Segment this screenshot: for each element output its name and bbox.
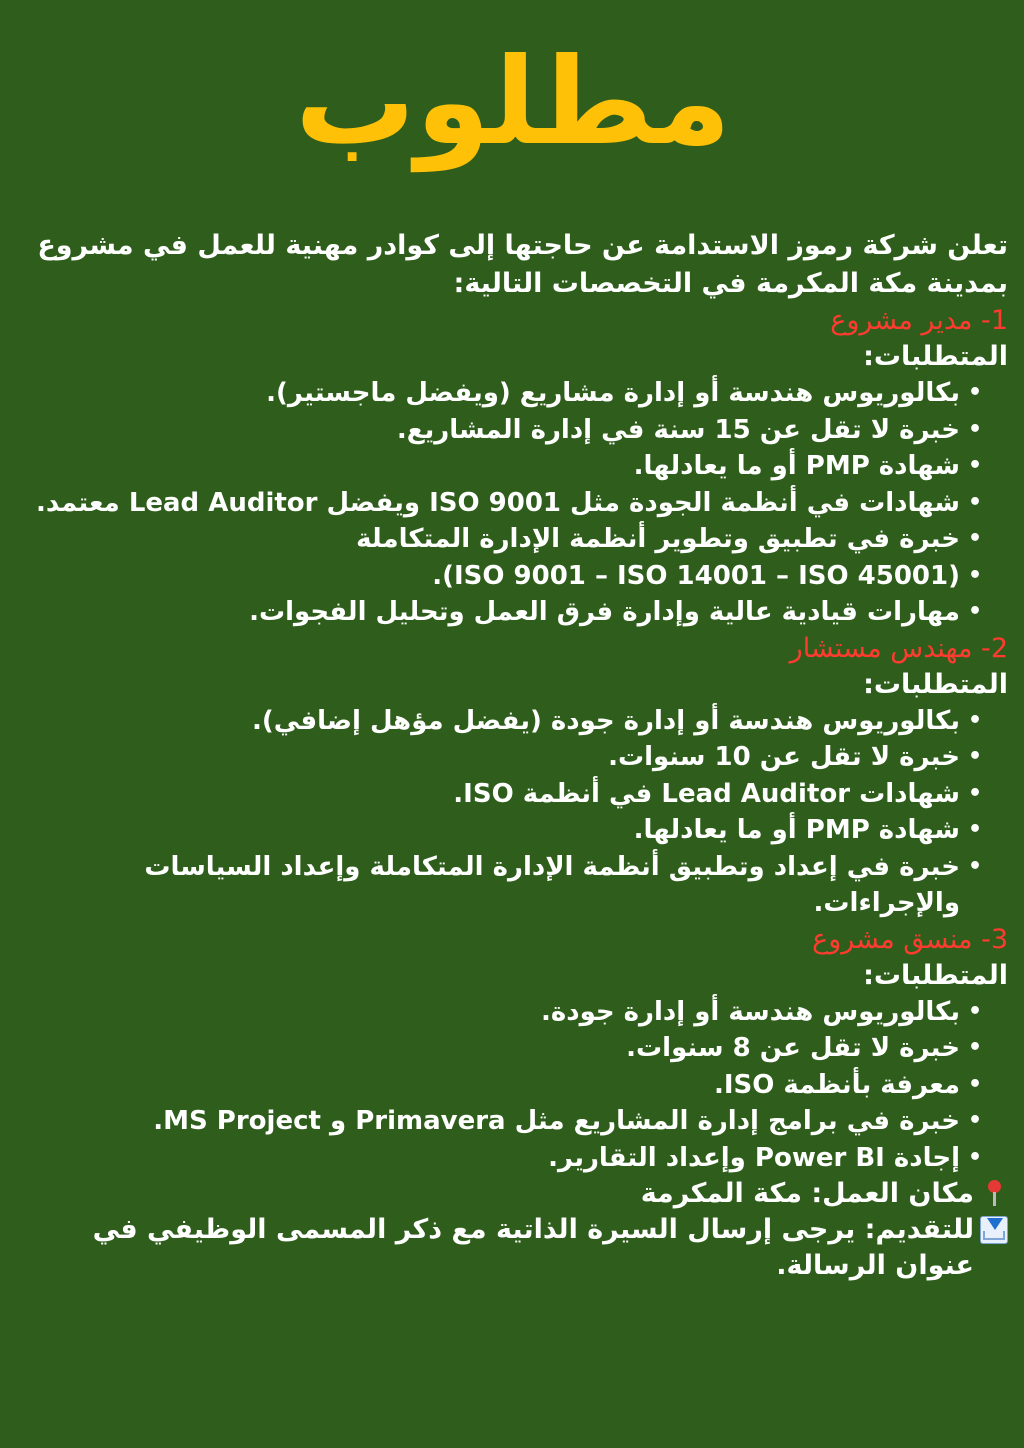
list-item bbox=[18, 849, 982, 922]
list-item bbox=[18, 558, 982, 595]
section-consultant-engineer bbox=[18, 631, 1008, 922]
list-item bbox=[18, 1067, 982, 1104]
list-item bbox=[18, 521, 982, 558]
list-item-text: خبرة لا تقل عن 10 سنوات. bbox=[608, 742, 960, 772]
list-item-text: خبرة لا تقل عن 15 سنة في إدارة المشاريع. bbox=[396, 414, 960, 445]
work-location-text: مكان العمل: مكة المكرمة bbox=[640, 1178, 974, 1209]
requirements-label: المتطلبات: bbox=[863, 959, 1008, 991]
list-item bbox=[18, 412, 982, 449]
list-item-text: شهادة PMP أو ما يعادلها. bbox=[633, 451, 960, 481]
section-title: 2- مهندس مستشار bbox=[789, 632, 1008, 664]
list-item-text: إجادة Power BI وإعداد التقارير. bbox=[548, 1142, 960, 1173]
list-item-text: بكالوريوس هندسة أو إدارة جودة. bbox=[541, 996, 960, 1027]
requirements-label: المتطلبات: bbox=[863, 341, 1008, 372]
list-item-text: شهادة PMP أو ما يعادلها. bbox=[633, 815, 960, 845]
bullet-icon: • bbox=[967, 380, 982, 405]
list-item-text: معرفة بأنظمة ISO. bbox=[713, 1069, 960, 1100]
work-location bbox=[18, 1176, 1008, 1212]
list-item bbox=[18, 485, 982, 522]
list-item bbox=[18, 594, 982, 631]
list-item bbox=[18, 1103, 982, 1140]
bullet-icon: • bbox=[967, 1071, 982, 1097]
list-item bbox=[18, 703, 982, 740]
list-item-text: بكالوريوس هندسة أو إدارة جودة (يفضل مؤهل إضافي). bbox=[252, 705, 960, 736]
bullet-icon: • bbox=[967, 998, 982, 1024]
section-project-coordinator bbox=[18, 922, 1008, 1177]
list-item bbox=[18, 375, 982, 412]
list-item-text: شهادات Lead Auditor في أنظمة ISO. bbox=[453, 778, 960, 809]
bullet-icon: • bbox=[967, 526, 982, 551]
section-title: 3- منسق مشروع bbox=[812, 923, 1008, 955]
section-project-manager bbox=[18, 303, 1008, 631]
list-item-text: خبرة في برامج إدارة المشاريع مثل Primavera و MS Project. bbox=[153, 1106, 960, 1136]
list-item-text: مهارات قيادية عالية وإدارة فرق العمل وتحليل الفجوات. bbox=[249, 597, 960, 627]
bullet-icon: • bbox=[967, 1108, 982, 1133]
intro-paragraph: تعلن شركة رموز الاستدامة عن حاجتها إلى كوادر مهنية للعمل في مشروع بمدينة مكة المكرمة في التخصصات التالية: bbox=[37, 230, 1008, 299]
list-item-text: (ISO 9001 – ISO 14001 – ISO 45001). bbox=[432, 560, 960, 591]
bullet-icon: • bbox=[967, 489, 982, 515]
bullet-icon: • bbox=[967, 780, 982, 806]
list-item bbox=[18, 739, 982, 776]
bullet-icon: • bbox=[967, 599, 982, 624]
bullet-icon: • bbox=[967, 562, 982, 588]
bullet-icon: • bbox=[967, 1035, 982, 1060]
requirements-label: المتطلبات: bbox=[863, 668, 1008, 700]
bullet-icon: • bbox=[967, 744, 982, 769]
list-item-text: خبرة لا تقل عن 8 سنوات. bbox=[626, 1033, 960, 1063]
list-item bbox=[18, 448, 982, 485]
requirements-list bbox=[18, 703, 1008, 922]
apply-instructions-text: للتقديم: يرجى إرسال السيرة الذاتية مع ذكر المسمى الوظيفي في عنوان الرسالة. bbox=[92, 1214, 974, 1281]
list-item-text: خبرة في تطبيق وتطوير أنظمة الإدارة المتكاملة bbox=[356, 524, 960, 554]
list-item bbox=[18, 1140, 982, 1177]
apply-instructions bbox=[18, 1212, 1008, 1284]
list-item bbox=[18, 994, 982, 1031]
bullet-icon: • bbox=[967, 853, 982, 879]
list-item bbox=[18, 776, 982, 813]
requirements-list bbox=[18, 375, 1008, 631]
bullet-icon: • bbox=[967, 416, 982, 442]
poster-headline: مطلوب bbox=[295, 33, 731, 172]
bullet-icon: • bbox=[967, 817, 982, 842]
list-item bbox=[18, 812, 982, 849]
bullet-icon: • bbox=[967, 453, 982, 478]
list-item bbox=[18, 1030, 982, 1067]
bullet-icon: • bbox=[967, 707, 982, 733]
location-pin-icon bbox=[980, 1180, 1008, 1208]
bullet-icon: • bbox=[967, 1144, 982, 1170]
list-item-text: بكالوريوس هندسة أو إدارة مشاريع (ويفضل ماجستير). bbox=[266, 378, 960, 408]
list-item-text: شهادات في أنظمة الجودة مثل ISO 9001 ويفضل Lead Auditor معتمد. bbox=[36, 487, 960, 518]
requirements-list bbox=[18, 994, 1008, 1177]
section-title: 1- مدير مشروع bbox=[830, 305, 1008, 336]
inbox-tray-icon bbox=[980, 1216, 1008, 1244]
list-item-text: خبرة في إعداد وتطبيق أنظمة الإدارة المتكاملة وإعداد السياسات والإجراءات. bbox=[144, 851, 960, 918]
